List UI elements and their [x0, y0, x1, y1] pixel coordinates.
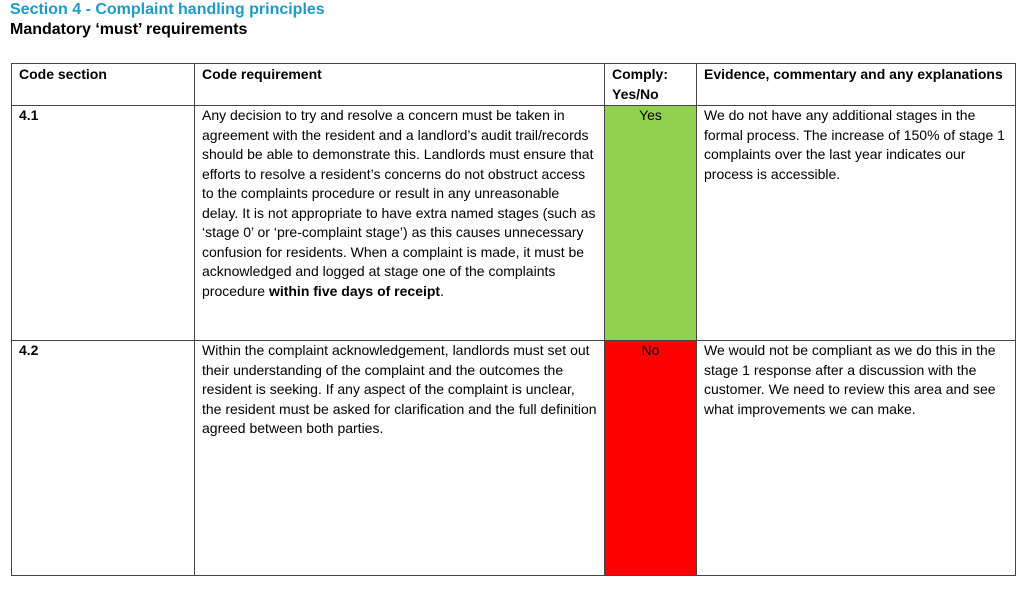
requirement-end-text: . — [440, 282, 444, 299]
requirement-bold-text: within five days of receipt — [268, 282, 441, 299]
requirement-cell — [195, 106, 605, 341]
header-evidence: Evidence, commentary and any explanations — [697, 64, 1016, 106]
code-cell: 4.1 — [12, 106, 195, 341]
header-comply-line2: Yes/No — [612, 85, 659, 102]
evidence-cell: We do not have any additional stages in the formal process. The increase of 150% of stage 1 complaints over the last year indicates our process is accessible. — [697, 106, 1016, 341]
sub-title: Mandatory ‘must’ requirements — [10, 21, 248, 38]
header-code-section: Code section — [12, 64, 195, 106]
table-row — [12, 341, 1016, 576]
table-header-row — [12, 64, 1016, 106]
header-comply-line1: Comply: — [612, 66, 668, 82]
section-title: Section 4 - Complaint handling principles — [10, 1, 325, 18]
code-cell: 4.2 — [12, 341, 195, 576]
comply-cell: No — [605, 341, 697, 576]
header-comply — [605, 64, 697, 106]
requirement-text: Any decision to try and resolve a concern must be taken in agreement with the resident and a landlord’s audit trail/records should be able to demonstrate this. Landlords must ensure that efforts to resolve a resident’s concerns do not obstruct access to the complaints procedure or result in any unreasonable delay. It is not appropriate to have extra named stages (such as ‘stage 0’ or ‘pre-complaint stage’) as this causes unnecessary confusion for residents. When a complaint is made, it must be acknowledged and logged at stage one of the complaints procedure — [202, 107, 596, 299]
requirement-cell: Within the complaint acknowledgement, landlords must set out their understanding of the complaint and the outcomes the resident is seeking. If any aspect of the complaint is unclear, the resident must be asked for clarification and the full definition agreed between both parties. — [195, 341, 605, 576]
header-code-requirement: Code requirement — [195, 64, 605, 106]
evidence-cell: We would not be compliant as we do this in the stage 1 response after a discussion with the customer. We need to review this area and see what improvements we can make. — [697, 341, 1016, 576]
comply-cell: Yes — [605, 106, 697, 341]
requirements-table — [11, 63, 1016, 576]
table-row — [12, 106, 1016, 341]
